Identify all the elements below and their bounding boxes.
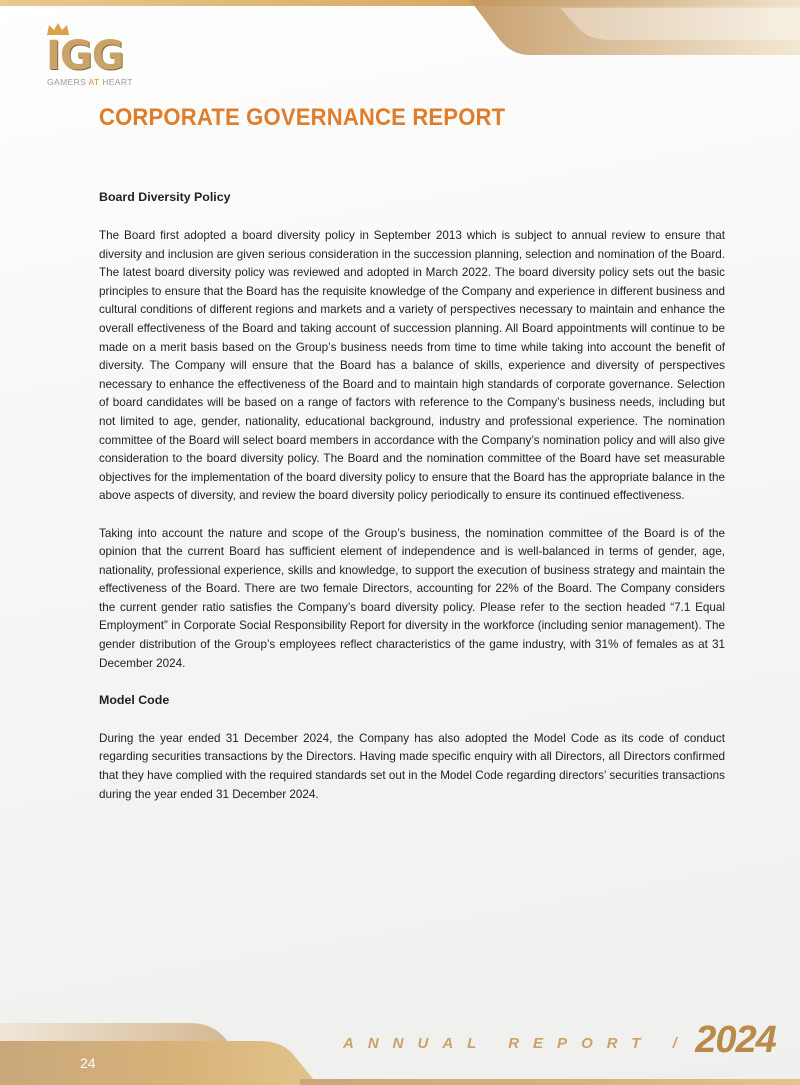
page-title: CORPORATE GOVERNANCE REPORT — [99, 104, 506, 131]
report-body — [99, 189, 725, 804]
annual-report-label: ANNUAL REPORT / — [343, 1035, 691, 1052]
page-number: 24 — [80, 1055, 96, 1071]
section-heading-model-code: Model Code — [99, 692, 170, 707]
annual-report-footer-title — [343, 1019, 776, 1062]
section-heading-board-diversity: Board Diversity Policy — [99, 190, 231, 204]
paragraph-board-diversity-1: The Board first adopted a board diversity policy in September 2013 which is subject to annual review to ensure that diversity and inclusion are given serious consideration in the succession planning, selection and nomination of the Board. The latest board diversity policy was reviewed and adopted in March 2022. The board diversity policy sets out the basic principles to ensure that the Board has the requisite knowledge of the Company and experience in different business and cultural conditions of different regions and markets and a variety of perspectives necessary to maintain and enhance the overall effectiveness of the Board and taking account of succession planning. All Board appointments will continue to be made on a merit basis based on the Group’s business needs from time to time while taking into account the benefit of diversity. The Company will ensure that the Board has a balance of skills, experience and diversity of perspectives necessary to enhance the effectiveness of the Board and to maintain high standards of corporate governance. Selection of board candidates will be based on a range of factors with reference to the Company’s business needs, including but not limited to age, gender, nationality, educational background, industry and professional experience. The nomination committee of the Board will select board members in accordance with the Company’s nomination policy and will also give consideration to the board diversity policy. The Board and the nomination committee of the Board have set measurable objectives for the implementation of the board diversity policy to ensure that the Board has the appropriate balance in the above aspects of diversity, and review the board diversity policy periodically to ensure its continued effectiveness. — [99, 229, 725, 503]
paragraph-model-code: During the year ended 31 December 2024, the Company has also adopted the Model Code as its code of conduct regarding securities transactions by the Directors. Having made specific enquiry with all Directors, all Directors confirmed that they have complied with the required standards set out in the Model Code regarding directors’ securities transactions during the year ended 31 December 2024. — [99, 731, 725, 801]
logo-tagline: GAMERS AT HEART — [47, 77, 133, 87]
logo-letters: IGG — [46, 33, 124, 79]
paragraph-board-diversity-2: Taking into account the nature and scope of the Group’s business, the nomination committee of the Board is of the opinion that the current Board has sufficient element of independence and is well-balanced in terms of gender, age, nationality, professional experience, skills and knowledge, to support the execution of business strategy and maintain the effectiveness of the Board. There are two female Directors, accounting for 22% of the Board. The Company considers the current gender ratio satisfies the Company’s board diversity policy. Please refer to the section headed “7.1 Equal Employment” in Corporate Social Responsibility Report for diversity in the workforce (including senior management). The gender distribution of the Group’s employees reflect characteristics of the game industry, with 31% of females as at 31 December 2024. — [99, 526, 725, 670]
annual-report-year: 2024 — [695, 1019, 776, 1061]
igg-logo — [42, 22, 152, 92]
